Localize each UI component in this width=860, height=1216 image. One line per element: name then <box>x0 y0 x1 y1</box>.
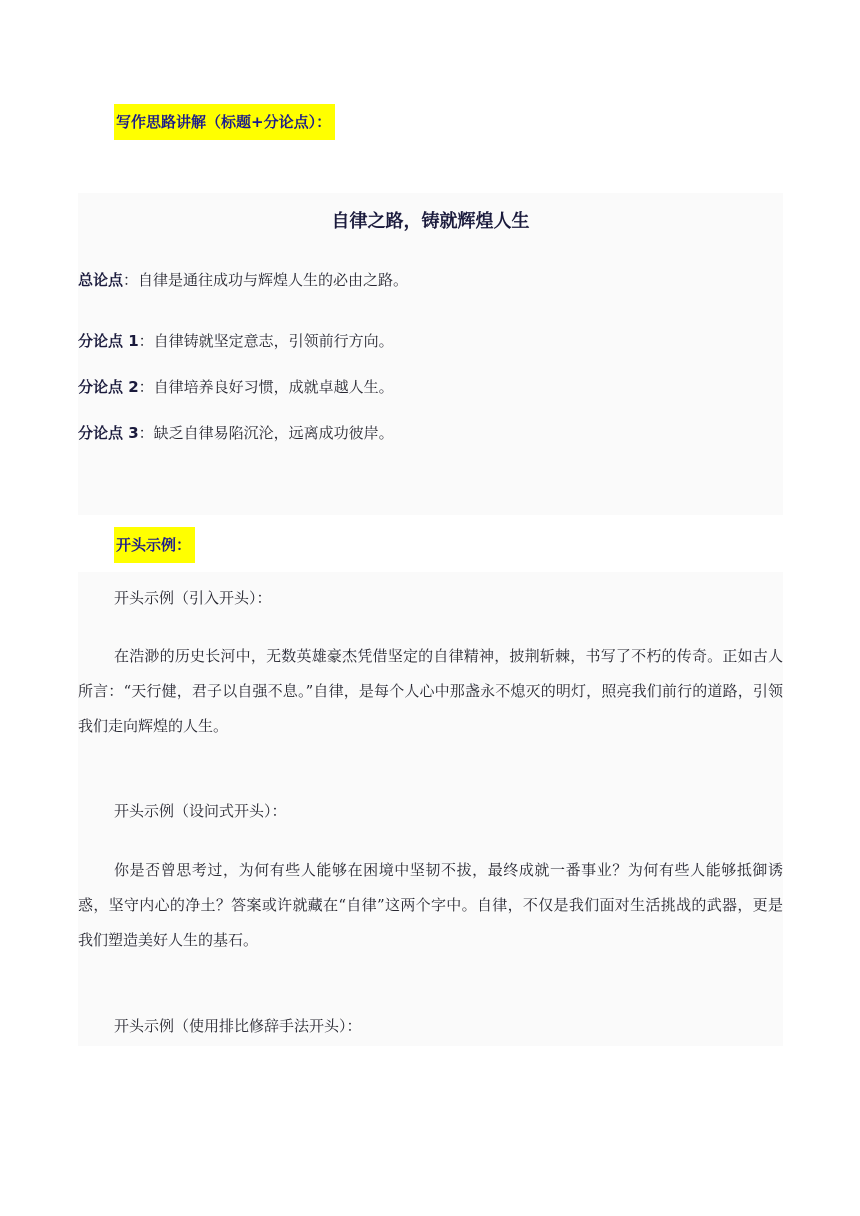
main-point-text: ：自律是通往成功与辉煌人生的必由之路。 <box>123 271 409 289</box>
sub-point-3 <box>78 422 394 443</box>
example-text-question: 你是否曾思考过，为何有些人能够在困境中坚韧不拔，最终成就一番事业？为何有些人能够抵御诱惑，坚守内心的净土？答案或许就藏在“自律”这两个字中。自律，不仅是我们面对生活挑战的武器，更是我们塑造美好人生的基石。 <box>78 861 783 949</box>
outline-box <box>78 193 783 515</box>
sub-point-label: 分论点 2 <box>78 378 139 396</box>
section-heading-opening-examples: 开头示例： <box>114 527 195 563</box>
example-label-intro: 开头示例（引入开头）： <box>114 589 272 607</box>
sub-point-text: ：自律铸就坚定意志，引领前行方向。 <box>138 332 394 350</box>
main-point <box>78 269 408 290</box>
main-point-label: 总论点 <box>78 271 124 289</box>
sub-point-text: ：缺乏自律易陷沉沦，远离成功彼岸。 <box>138 424 394 442</box>
example-label-question: 开头示例（设问式开头）： <box>114 802 287 820</box>
sub-point-text: ：自律培养良好习惯，成就卓越人生。 <box>138 378 394 396</box>
example-text-intro: 在浩渺的历史长河中，无数英雄豪杰凭借坚定的自律精神，披荆斩棘，书写了不朽的传奇。正如古人所言：“天行健，君子以自强不息。”自律，是每个人心中那盏永不熄灭的明灯，照亮我们前行的道路，引领我们走向辉煌的人生。 <box>78 647 783 735</box>
sub-point-2 <box>78 376 394 397</box>
section-heading-writing-approach: 写作思路讲解（标题+分论点）： <box>114 104 335 140</box>
sub-point-1 <box>78 330 394 351</box>
example-label-parallelism: 开头示例（使用排比修辞手法开头）： <box>114 1017 362 1035</box>
examples-box <box>78 572 783 1046</box>
essay-title: 自律之路，铸就辉煌人生 <box>331 211 530 232</box>
sub-point-label: 分论点 1 <box>78 332 139 350</box>
sub-point-label: 分论点 3 <box>78 424 139 442</box>
